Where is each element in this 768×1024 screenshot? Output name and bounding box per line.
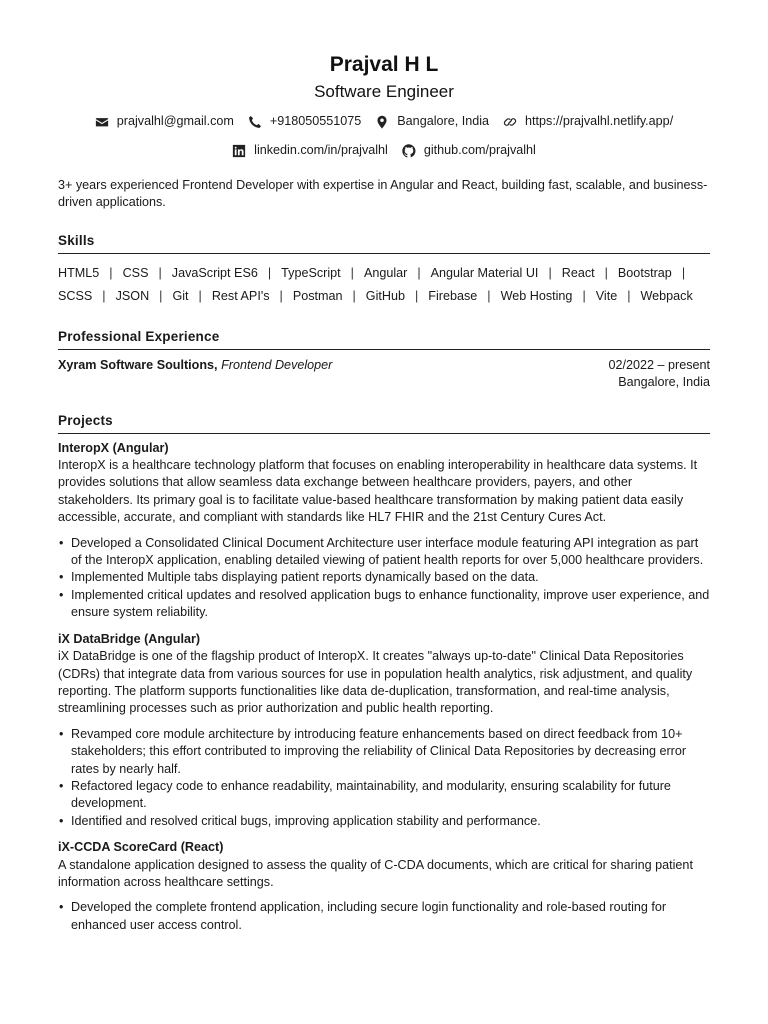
project-bullets xyxy=(58,726,710,830)
bullet-item: • Identified and resolved critical bugs, improving application stability and performance. xyxy=(58,813,710,830)
contact-linkedin[interactable] xyxy=(232,142,388,159)
bullet-item: • Implemented critical updates and resolved application bugs to enhance functionality, improve user experience, and ensure system reliability. xyxy=(58,587,710,622)
employment-dates: 02/2022 – present xyxy=(608,357,710,372)
project-entry xyxy=(58,631,710,830)
resume-page xyxy=(58,50,710,934)
experience-entry xyxy=(58,357,710,392)
link-icon xyxy=(503,115,517,129)
skills-list xyxy=(58,262,710,308)
linkedin-icon xyxy=(232,144,246,158)
skill-item: Angular Material UI xyxy=(430,265,539,280)
project-bullets xyxy=(58,535,710,622)
experience-right xyxy=(608,357,710,392)
github-icon xyxy=(402,144,416,158)
job-role: Frontend Developer xyxy=(221,357,333,372)
phone-text: +918050551075 xyxy=(269,114,362,128)
company-name: Xyram Software Soultions, xyxy=(58,357,218,372)
projects-heading: Projects xyxy=(58,412,710,434)
contact-email[interactable] xyxy=(95,113,234,130)
linkedin-text: linkedin.com/in/prajvalhl xyxy=(254,143,388,157)
skill-item: JSON xyxy=(115,288,150,303)
skill-separator: | xyxy=(279,288,283,303)
contact-phone[interactable] xyxy=(248,113,361,130)
project-title: iX-CCDA ScoreCard (React) xyxy=(58,840,224,855)
skill-separator: | xyxy=(352,288,356,303)
project-title: iX DataBridge (Angular) xyxy=(58,631,201,646)
skill-separator: | xyxy=(548,265,552,280)
skill-separator: | xyxy=(267,265,272,280)
location-text: Bangalore, India xyxy=(397,114,490,128)
candidate-name: Prajval H L xyxy=(329,53,439,76)
skill-separator: | xyxy=(158,265,162,280)
phone-icon xyxy=(248,115,262,129)
contact-github[interactable] xyxy=(402,142,536,159)
email-text: prajvalhl@gmail.com xyxy=(116,114,234,128)
skills-line-2 xyxy=(58,285,710,308)
project-description: InteropX is a healthcare technology platform that focuses on enabling interoperability in healthcare data systems. It provides solutions that allow seamless data exchange between healthcare providers, payers, and other stakeholders. Its primary goal is to facilitate value-based healthcare transformation by making patient data easily accessible, accurate, and compliant with standards like HL7 FHIR and the 21st Century Cures Act. xyxy=(58,458,698,525)
bullet-item: • Refactored legacy code to enhance readability, maintainability, and modularity, ensuring scalability for future development. xyxy=(58,778,710,813)
project-bullets xyxy=(58,899,710,934)
skill-separator: | xyxy=(681,265,686,280)
skill-item: Webpack xyxy=(640,288,693,303)
skill-separator: | xyxy=(604,265,608,280)
contact-location xyxy=(375,113,489,130)
skill-separator: | xyxy=(350,265,354,280)
contact-row-primary xyxy=(58,113,710,130)
skill-separator: | xyxy=(102,288,106,303)
skill-item: SCSS xyxy=(58,288,93,303)
skill-item: Git xyxy=(172,288,189,303)
experience-left xyxy=(58,357,332,392)
project-entry xyxy=(58,839,710,934)
skill-item: Firebase xyxy=(428,288,478,303)
project-description: A standalone application designed to assess the quality of C-CDA documents, which are critical for sharing patient information across healthcare settings. xyxy=(58,857,693,889)
skill-item: Web Hosting xyxy=(500,288,573,303)
github-text: github.com/prajvalhl xyxy=(423,143,536,157)
experience-heading: Professional Experience xyxy=(58,328,710,350)
project-title: InteropX (Angular) xyxy=(58,440,169,455)
skills-heading: Skills xyxy=(58,232,710,254)
job-title: Software Engineer xyxy=(314,82,454,101)
website-text: https://prajvalhl.netlify.app/ xyxy=(525,114,674,128)
contact-website[interactable] xyxy=(503,113,673,130)
bullet-item: • Developed the complete frontend application, including secure login functionality and role-based routing for enhanced user access control. xyxy=(58,899,710,934)
skill-separator: | xyxy=(198,288,202,303)
skill-separator: | xyxy=(109,265,113,280)
skill-separator: | xyxy=(627,288,631,303)
skill-separator: | xyxy=(415,288,419,303)
map-pin-icon xyxy=(375,115,389,129)
skill-item: Rest API's xyxy=(211,288,270,303)
skill-separator: | xyxy=(159,288,163,303)
employment-location: Bangalore, India xyxy=(618,375,710,390)
skill-separator: | xyxy=(582,288,586,303)
bullet-item: • Implemented Multiple tabs displaying patient reports dynamically based on the data. xyxy=(58,569,710,586)
profile-summary: 3+ years experienced Frontend Developer with expertise in Angular and React, building fast, scalable, and business-driven applications. xyxy=(58,178,708,210)
envelope-icon xyxy=(95,115,109,129)
skill-item: HTML5 xyxy=(58,265,100,280)
project-entry xyxy=(58,440,710,622)
skill-item: CSS xyxy=(122,265,149,280)
skill-item: React xyxy=(561,265,595,280)
contact-row-secondary xyxy=(58,142,710,159)
skill-separator: | xyxy=(417,265,421,280)
skill-item: JavaScript ES6 xyxy=(171,265,258,280)
skill-item: TypeScript xyxy=(281,265,341,280)
skill-separator: | xyxy=(487,288,491,303)
project-description: iX DataBridge is one of the flagship product of InteropX. It creates "always up-to-date" Clinical Data Repositories (CDRs) that integrate data from various sources for use in population health analytics, risk adjustment, and quality reporting. The platform supports functionalities like data de-duplication, transformation, and real-time analysis, streamlining processes such as prior authorization and public health reporting. xyxy=(58,649,693,716)
skill-item: Postman xyxy=(292,288,343,303)
skills-line-1 xyxy=(58,262,710,285)
skill-item: Bootstrap xyxy=(617,265,672,280)
bullet-item: • Revamped core module architecture by introducing feature enhancements based on direct feedback from 10+ stakeholders; this effort contributed to improving the reliability of Clinical Data Repositories by decreasing error rates by nearly half. xyxy=(58,726,710,778)
skill-item: Angular xyxy=(363,265,408,280)
skill-item: GitHub xyxy=(365,288,405,303)
skill-item: Vite xyxy=(595,288,618,303)
bullet-item: • Developed a Consolidated Clinical Document Architecture user interface module featuring API integration as part of the InteropX application, enabling detailed viewing of patient health reports for over 5,000 healthcare providers. xyxy=(58,535,710,570)
